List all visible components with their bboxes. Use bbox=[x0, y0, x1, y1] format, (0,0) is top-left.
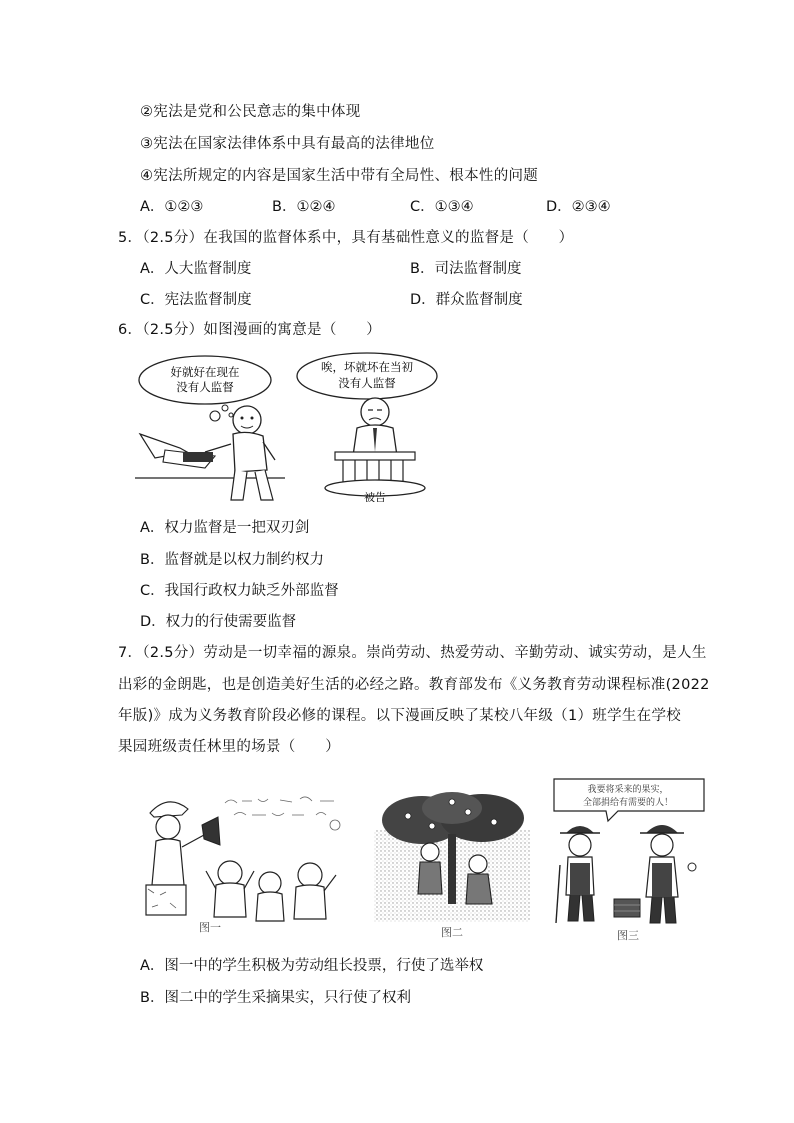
q6-bubble2-line1: 唉，坏就坏在当初 bbox=[321, 360, 413, 374]
q6-cartoon bbox=[135, 352, 445, 502]
q7-figure-1 bbox=[130, 785, 360, 935]
q4-statement-2: ②宪法是党和公民意志的集中体现 bbox=[140, 104, 361, 120]
q4-statement-3: ③宪法在国家法律体系中具有最高的法律地位 bbox=[140, 136, 435, 152]
q7-figure-2 bbox=[372, 790, 532, 940]
q6-option-d: D．权力的行使需要监督 bbox=[140, 614, 297, 630]
q6-dock-label: 被告 bbox=[364, 491, 386, 502]
q7-stem-line1: 7．（2.5分）劳动是一切幸福的源泉。崇尚劳动、热爱劳动、辛勤劳动、诚实劳动，是人生 bbox=[118, 645, 707, 661]
q5-option-d: D．群众监督制度 bbox=[410, 292, 523, 308]
q6-option-a: A．权力监督是一把双刃剑 bbox=[140, 520, 310, 536]
q6-bubble1-line2: 没有人监督 bbox=[176, 380, 234, 394]
q6-bubble2-line2: 没有人监督 bbox=[338, 376, 396, 390]
q6-stem: 6．（2.5分）如图漫画的寓意是（ ） bbox=[118, 322, 382, 338]
q7-option-b: B．图二中的学生采摘果实，只行使了权利 bbox=[140, 990, 411, 1006]
q7-figure-2-label: 图二 bbox=[441, 926, 463, 939]
q7-figure-1-label: 图一 bbox=[199, 921, 221, 934]
q7-stem-line4: 果园班级责任林里的场景（ ） bbox=[118, 739, 340, 755]
q5-option-c: C．宪法监督制度 bbox=[140, 292, 252, 308]
q6-option-b: B．监督就是以权力制约权力 bbox=[140, 552, 324, 568]
q4-option-c: C．①③④ bbox=[410, 199, 474, 215]
q7-figure-3 bbox=[548, 775, 710, 945]
q7-stem-line3: 年版)》成为义务教育阶段必修的课程。以下漫画反映了某校八年级（1）班学生在学校 bbox=[118, 708, 682, 724]
q7-figure-3-label: 图三 bbox=[617, 929, 639, 942]
q6-bubble1-line1: 好就好在现在 bbox=[170, 365, 240, 379]
q4-option-a: A．①②③ bbox=[140, 199, 204, 215]
q7-figure-3-bubble-line1: 我要将采来的果实， bbox=[587, 785, 669, 795]
q5-stem: 5．（2.5分）在我国的监督体系中，具有基础性意义的监督是（ ） bbox=[118, 230, 574, 246]
q6-option-c: C．我国行政权力缺乏外部监督 bbox=[140, 583, 339, 599]
q7-figure-3-bubble-line2: 全部捐给有需要的人！ bbox=[582, 798, 674, 808]
q4-option-b: B．①②④ bbox=[272, 199, 336, 215]
q7-option-a: A．图一中的学生积极为劳动组长投票，行使了选举权 bbox=[140, 958, 484, 974]
q4-statement-4: ④宪法所规定的内容是国家生活中带有全局性、根本性的问题 bbox=[140, 168, 539, 184]
q7-stem-line2: 出彩的金朗匙，也是创造美好生活的必经之路。教育部发布《义务教育劳动课程标准(2022 bbox=[118, 677, 710, 693]
q5-option-b: B．司法监督制度 bbox=[410, 261, 522, 277]
q5-option-a: A．人大监督制度 bbox=[140, 261, 252, 277]
q4-option-d: D．②③④ bbox=[546, 199, 611, 215]
